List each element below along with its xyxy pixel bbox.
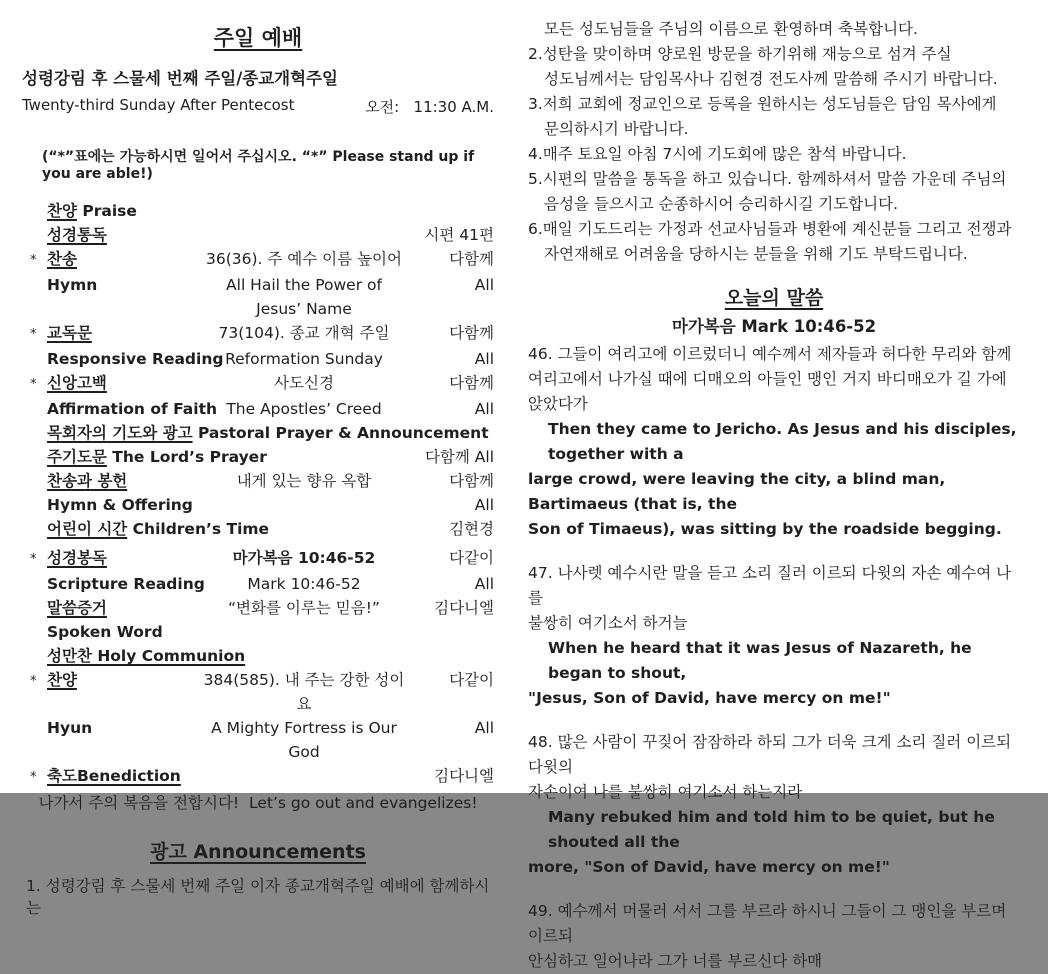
announcement-text: 자연재해로 어려움을 당하시는 분들을 위해 기도 부탁드립니다.	[544, 245, 968, 263]
row-right: All	[474, 276, 494, 294]
verse-kr-line: 안심하고 일어나라 그가 너를 부르신다 하매	[528, 952, 823, 970]
row-label: 말씀증거	[47, 599, 107, 617]
row-right: All	[474, 400, 494, 418]
row-right: All	[474, 350, 494, 368]
service-row-sermon-en	[22, 620, 494, 644]
row-right: 시편 41편	[424, 226, 494, 244]
announcement-item-3	[528, 92, 1020, 142]
row-label-en: Pastoral Prayer & Announcement	[192, 424, 489, 442]
verse-kr-line: 자손이여 나를 불쌍히 여기소서 하는지라	[528, 783, 803, 801]
verse-en-line: "Jesus, Son of David, have mercy on me!"	[528, 689, 891, 707]
announcement-text: 음성을 들으시고 순종하시어 승리하시길 기도합니다.	[544, 195, 899, 213]
row-label: 축도Benediction	[47, 767, 181, 785]
row-label: Affirmation of Faith	[47, 400, 218, 418]
row-label: 주기도문	[47, 448, 107, 466]
verse-kr-line: 여리고에서 나가실 때에 디매오의 아들인 맹인 거지 바디매오가 길 가에	[528, 370, 1007, 388]
row-right: 김현경	[449, 520, 494, 538]
service-row-responsive-en	[22, 347, 494, 371]
verse-en-line: Then they came to Jericho. As Jesus and his disciples, together with a	[548, 420, 1017, 463]
service-row-lords-prayer	[22, 445, 494, 469]
row-right: 김다니엘	[434, 767, 494, 785]
announcement-number: 6.	[528, 220, 543, 238]
row-center: 73(104). 종교 개혁 주일	[218, 324, 390, 342]
verse-49	[528, 899, 1020, 974]
announcements-continued	[528, 14, 1020, 267]
row-label: Spoken Word	[47, 623, 163, 641]
stand-asterisk: *	[30, 674, 37, 689]
announcement-number: 5.	[528, 170, 543, 188]
announcement-text: 매일 기도드리는 가정과 선교사님들과 병환에 계신분들 그리고 전쟁과	[542, 220, 1012, 238]
verse-kr-line: 49. 예수께서 머물러 서서 그를 부르라 하시니 그들이 그 맹인을 부르며 이르되	[528, 902, 1007, 945]
row-center: 사도신경	[274, 374, 334, 392]
announcement-item-2	[528, 42, 1020, 92]
closing-line: 나가서 주의 복음을 전합시다! Let’s go out and evangelizes!	[38, 794, 478, 812]
row-right: 다함께	[449, 472, 494, 490]
announcement-text: 매주 토요일 아침 7시에 기도회에 많은 참석 바랍니다.	[542, 145, 907, 163]
row-label: 성경봉독	[47, 549, 107, 567]
row-label: 교독문	[47, 324, 92, 342]
verse-kr-line: 48. 많은 사람이 꾸짖어 잠잠하라 하되 그가 더욱 크게 소리 질러 이르되 다윗의	[528, 733, 1012, 776]
announcement-item-1: 1. 성령강림 후 스물세 번째 주일 이자 종교개혁주일 예배에 함께하시는	[26, 877, 490, 917]
announcement-item-5	[528, 167, 1020, 217]
row-center: Reformation Sunday	[225, 350, 383, 368]
announcement-item-1-continuation: 모든 성도님들을 주님의 이름으로 환영하며 축복합니다.	[544, 20, 918, 38]
stand-asterisk: *	[30, 770, 37, 785]
service-row-bible-reading	[22, 223, 494, 247]
row-center: “변화를 이루는 믿음!”	[228, 599, 380, 617]
todays-word-title: 오늘의 말씀	[724, 287, 824, 309]
row-center: All Hail the Power of Jesus’ Name	[226, 276, 382, 318]
row-label: 찬양	[47, 671, 77, 689]
subtitle-korean: 성령강림 후 스물세 번째 주일/종교개혁주일	[22, 69, 338, 88]
verse-46	[528, 342, 1020, 542]
service-row-scripture-kr	[22, 546, 494, 572]
row-right: All	[474, 719, 494, 737]
verse-en-line: large crowd, were leaving the city, a blind man, Bartimaeus (that is, the	[528, 470, 946, 513]
announcement-text: 성탄을 맞이하며 양로원 방문을 하기위해 재능으로 섬겨 주실	[542, 45, 952, 63]
announcement-text: 저희 교회에 정교인으로 등록을 원하시는 성도님들은 담임 목사에게	[542, 95, 997, 113]
stand-asterisk: *	[30, 327, 37, 342]
row-label: Hymn	[47, 276, 98, 294]
row-right: All	[474, 575, 494, 593]
service-row-responsive-kr	[22, 321, 494, 347]
row-right: 다함께 All	[424, 448, 494, 466]
announcement-text: 시편의 말씀을 통독을 하고 있습니다. 함께하셔서 말씀 가운데 주님의	[542, 170, 1007, 188]
announcement-item-4	[528, 142, 1020, 167]
verse-kr-line: 불쌍히 여기소서 하거늘	[528, 614, 688, 632]
page-title: 주일 예배	[213, 26, 303, 50]
service-row-offering-en	[22, 493, 494, 517]
service-row-hymn2-en	[22, 716, 494, 764]
row-center: Mark 10:46-52	[247, 575, 361, 593]
order-of-service	[22, 199, 494, 815]
row-right: 다같이	[449, 549, 494, 567]
row-label: Responsive Reading	[47, 350, 224, 368]
row-center: 384(585). 내 주는 강한 성이요	[203, 671, 405, 713]
stand-asterisk: *	[30, 552, 37, 567]
row-label-en: Praise	[76, 202, 137, 220]
verse-en-line: Many rebuked him and told him to be quiet, but he shouted all the	[548, 808, 995, 851]
row-label-en: Children’s Time	[127, 520, 270, 538]
verse-48	[528, 730, 1020, 880]
row-center: The Apostles’ Creed	[226, 400, 382, 418]
announcement-number: 2.	[528, 45, 543, 63]
stand-asterisk: *	[30, 253, 37, 268]
announcement-text: 성도님께서는 담임목사나 김현경 전도사께 말씀해 주시기 바랍니다.	[544, 70, 998, 88]
verse-en-line: Son of Timaeus), was sitting by the roadside begging.	[528, 520, 1002, 538]
service-time: 오전: 11:30 A.M.	[365, 98, 494, 116]
announcement-number: 3.	[528, 95, 543, 113]
scripture-verses	[528, 342, 1020, 974]
stand-asterisk: *	[30, 377, 37, 392]
verse-47	[528, 561, 1020, 711]
row-label: 성경통독	[47, 226, 107, 244]
row-right: 다함께	[449, 324, 494, 342]
stand-up-note: (“*”표에는 가능하시면 일어서 주십시오. “*” Please stand up if you are able!)	[42, 149, 475, 182]
subtitle-row	[22, 96, 494, 117]
service-row-sermon-kr	[22, 596, 494, 620]
service-row-benediction	[22, 764, 494, 790]
announcements-title: 광고 Announcements	[150, 841, 366, 863]
row-right: All	[474, 496, 494, 514]
service-row-praise	[22, 199, 494, 223]
row-label: Scripture Reading	[47, 575, 205, 593]
service-row-childrens-time	[22, 517, 494, 541]
service-row-hymn-kr	[22, 247, 494, 273]
row-label: Hymn & Offering	[47, 496, 193, 514]
announcement-text: 문의하시기 바랍니다.	[544, 120, 689, 138]
row-center: 내게 있는 향유 옥합	[236, 472, 372, 490]
announcement-item-6	[528, 217, 1020, 267]
row-label: 목회자의 기도와 광고	[47, 424, 193, 442]
subtitle-english: Twenty-third Sunday After Pentecost	[22, 96, 295, 114]
announcement-number: 4.	[528, 145, 543, 163]
row-center: 마가복음 10:46-52	[232, 549, 376, 567]
row-center: 36(36). 주 예수 이름 높이어	[206, 250, 402, 268]
row-label: 찬송	[47, 250, 77, 268]
row-label: 찬송과 봉헌	[47, 472, 128, 490]
row-label: 성만찬 Holy Communion	[47, 647, 246, 665]
verse-en-line: more, "Son of David, have mercy on me!"	[528, 858, 890, 876]
row-label: Hyun	[47, 719, 93, 737]
service-row-creed-kr	[22, 371, 494, 397]
row-center: A Mighty Fortress is Our God	[211, 719, 397, 761]
row-label: 찬양	[47, 202, 77, 220]
service-row-scripture-en	[22, 572, 494, 596]
verse-kr-line: 47. 나사렛 예수시란 말을 듣고 소리 질러 이르되 다윗의 자손 예수여 나를	[528, 564, 1012, 607]
right-page	[524, 0, 1048, 970]
left-page	[0, 0, 524, 917]
service-row-creed-en	[22, 397, 494, 421]
service-row-hymn-en	[22, 273, 494, 321]
service-row-communion	[22, 644, 494, 668]
service-row-pastoral-prayer	[22, 421, 494, 445]
row-right: 다함께	[449, 250, 494, 268]
row-label-en: The Lord’s Prayer	[106, 448, 267, 466]
scripture-passage: 마가복음 Mark 10:46-52	[671, 317, 877, 336]
service-row-offering-kr	[22, 469, 494, 493]
row-right: 다함께	[449, 374, 494, 392]
verse-kr-line: 앉았다가	[528, 395, 588, 413]
row-label: 신앙고백	[47, 374, 107, 392]
verse-en-line: When he heard that it was Jesus of Nazareth, he began to shout,	[548, 639, 972, 682]
row-label: 어린이 시간	[47, 520, 128, 538]
service-row-hymn2-kr	[22, 668, 494, 716]
verse-kr-line: 46. 그들이 여리고에 이르렀더니 예수께서 제자들과 허다한 무리와 함께	[528, 345, 1012, 363]
row-right: 다같이	[449, 671, 494, 689]
row-right: 김다니엘	[434, 599, 494, 617]
